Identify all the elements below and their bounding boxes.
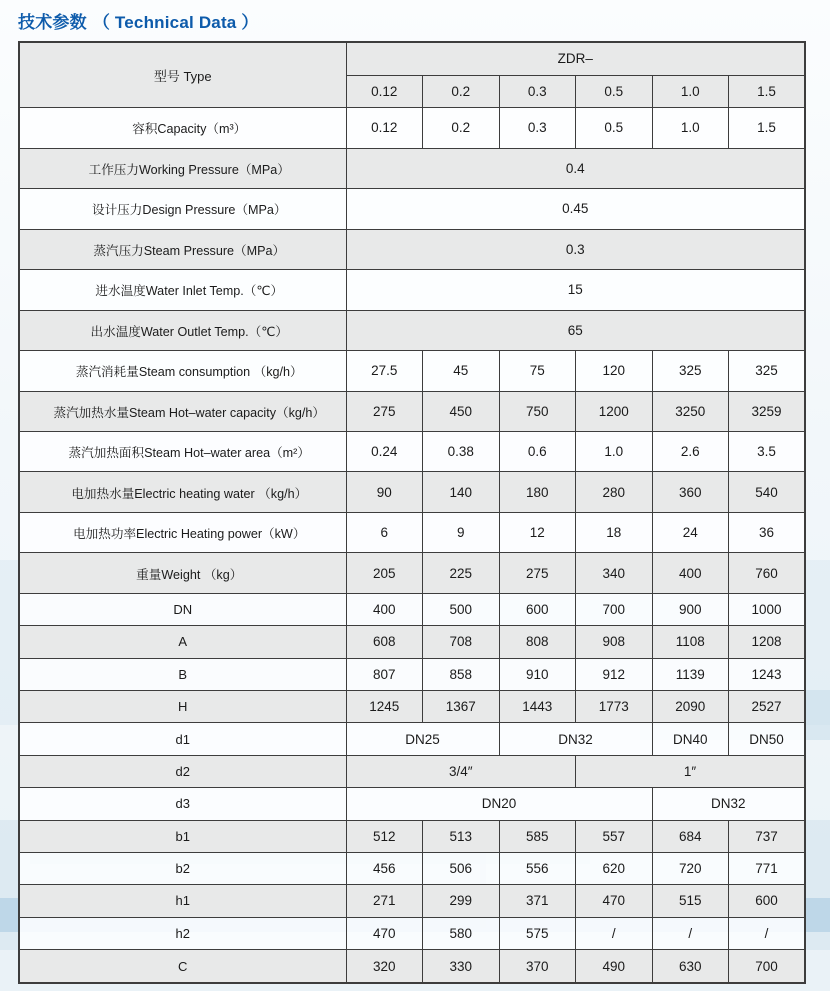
value-cell: 27.5 — [346, 351, 423, 391]
value-cell-span: DN20 — [346, 788, 652, 820]
value-cell: 450 — [423, 391, 500, 431]
value-cell: 1139 — [652, 658, 729, 690]
series-label-cell: ZDR– — [346, 42, 805, 75]
value-cell-span: DN25 — [346, 723, 499, 755]
value-cell: 400 — [346, 593, 423, 625]
value-cell: 556 — [499, 852, 576, 884]
value-cell: 557 — [576, 820, 653, 852]
value-cell-span: 0.3 — [346, 229, 805, 269]
value-cell: 0.24 — [346, 432, 423, 472]
row-label-cell: b2 — [19, 852, 346, 884]
value-cell: 0.5 — [576, 108, 653, 148]
value-cell: 470 — [346, 917, 423, 949]
model-header-cell: 0.3 — [499, 75, 576, 107]
value-cell: 340 — [576, 553, 653, 593]
value-cell: 490 — [576, 950, 653, 984]
value-cell: 1000 — [729, 593, 806, 625]
value-cell: 371 — [499, 885, 576, 917]
value-cell: 506 — [423, 852, 500, 884]
value-cell: 575 — [499, 917, 576, 949]
value-cell: 1.0 — [576, 432, 653, 472]
value-cell: 1200 — [576, 391, 653, 431]
value-cell: 360 — [652, 472, 729, 512]
table-row — [19, 148, 805, 188]
value-cell: 1443 — [499, 691, 576, 723]
row-label-cell: A — [19, 626, 346, 658]
value-cell: 700 — [576, 593, 653, 625]
value-cell-span: 1″ — [576, 755, 806, 787]
value-cell: 205 — [346, 553, 423, 593]
value-cell: 45 — [423, 351, 500, 391]
value-cell: 912 — [576, 658, 653, 690]
table-row — [19, 351, 805, 391]
value-cell: 580 — [423, 917, 500, 949]
value-cell: 140 — [423, 472, 500, 512]
technical-data-table — [18, 41, 806, 984]
value-cell-span: DN40 — [652, 723, 729, 755]
value-cell: 708 — [423, 626, 500, 658]
value-cell: 330 — [423, 950, 500, 984]
value-cell: 225 — [423, 553, 500, 593]
value-cell: 325 — [729, 351, 806, 391]
table-row — [19, 626, 805, 658]
value-cell: 1243 — [729, 658, 806, 690]
row-label-cell: 工作压力Working Pressure（MPa） — [19, 148, 346, 188]
value-cell: 36 — [729, 512, 806, 552]
table-row — [19, 512, 805, 552]
value-cell: 320 — [346, 950, 423, 984]
value-cell: 900 — [652, 593, 729, 625]
row-label-cell: 重量Weight （kg） — [19, 553, 346, 593]
value-cell: 470 — [576, 885, 653, 917]
table-row — [19, 391, 805, 431]
row-label-cell: h1 — [19, 885, 346, 917]
value-cell: 275 — [346, 391, 423, 431]
value-cell-span: DN50 — [729, 723, 806, 755]
row-label-cell: 蒸汽压力Steam Pressure（MPa） — [19, 229, 346, 269]
value-cell: 3.5 — [729, 432, 806, 472]
row-label-cell: 蒸汽加热水量Steam Hot–water capacity（kg/h） — [19, 391, 346, 431]
table-row — [19, 885, 805, 917]
value-cell: 1367 — [423, 691, 500, 723]
value-cell: 1208 — [729, 626, 806, 658]
value-cell: 808 — [499, 626, 576, 658]
table-row — [19, 950, 805, 984]
table-row — [19, 432, 805, 472]
row-label-cell: h2 — [19, 917, 346, 949]
value-cell: 750 — [499, 391, 576, 431]
row-label-cell: b1 — [19, 820, 346, 852]
value-cell: 9 — [423, 512, 500, 552]
value-cell: 325 — [652, 351, 729, 391]
value-cell: 0.12 — [346, 108, 423, 148]
value-cell: 180 — [499, 472, 576, 512]
table-row — [19, 472, 805, 512]
row-label-cell: 容积Capacity（m³） — [19, 108, 346, 148]
model-header-cell: 1.5 — [729, 75, 806, 107]
value-cell: 2090 — [652, 691, 729, 723]
value-cell: 620 — [576, 852, 653, 884]
value-cell: 908 — [576, 626, 653, 658]
value-cell-span: DN32 — [499, 723, 652, 755]
technical-data-table-wrap — [18, 41, 806, 984]
table-row — [19, 310, 805, 350]
page-title — [18, 8, 259, 33]
value-cell-span: 3/4″ — [346, 755, 576, 787]
value-cell: 608 — [346, 626, 423, 658]
value-cell: 737 — [729, 820, 806, 852]
table-row — [19, 788, 805, 820]
table-row — [19, 723, 805, 755]
value-cell: 807 — [346, 658, 423, 690]
row-label-cell: H — [19, 691, 346, 723]
row-label-cell: B — [19, 658, 346, 690]
value-cell: 1773 — [576, 691, 653, 723]
row-label-cell: d1 — [19, 723, 346, 755]
table-row — [19, 189, 805, 229]
value-cell: 600 — [729, 885, 806, 917]
value-cell: 0.6 — [499, 432, 576, 472]
value-cell: 0.3 — [499, 108, 576, 148]
technical-data-table-body — [19, 42, 805, 983]
value-cell: / — [576, 917, 653, 949]
table-row — [19, 270, 805, 310]
model-header-cell: 1.0 — [652, 75, 729, 107]
value-cell-span: DN32 — [652, 788, 805, 820]
page-title-chinese: 技术参数 — [18, 13, 87, 32]
row-label-cell: C — [19, 950, 346, 984]
value-cell: 400 — [652, 553, 729, 593]
value-cell: 684 — [652, 820, 729, 852]
value-cell: 630 — [652, 950, 729, 984]
page-title-english: （ Technical Data ） — [92, 13, 259, 32]
row-label-cell: 出水温度Water Outlet Temp.（℃） — [19, 310, 346, 350]
value-cell: 513 — [423, 820, 500, 852]
value-cell: 1.0 — [652, 108, 729, 148]
value-cell: 2527 — [729, 691, 806, 723]
table-row — [19, 691, 805, 723]
value-cell: 6 — [346, 512, 423, 552]
value-cell: 512 — [346, 820, 423, 852]
value-cell: 75 — [499, 351, 576, 391]
model-header-cell: 0.5 — [576, 75, 653, 107]
table-row — [19, 820, 805, 852]
table-row — [19, 553, 805, 593]
value-cell: 2.6 — [652, 432, 729, 472]
value-cell: 700 — [729, 950, 806, 984]
value-cell: 1108 — [652, 626, 729, 658]
value-cell: 120 — [576, 351, 653, 391]
value-cell-span: 0.4 — [346, 148, 805, 188]
value-cell: 0.2 — [423, 108, 500, 148]
table-row — [19, 593, 805, 625]
value-cell: 275 — [499, 553, 576, 593]
row-label-cell: 蒸汽加热面积Steam Hot–water area（m²） — [19, 432, 346, 472]
value-cell: 500 — [423, 593, 500, 625]
value-cell: 370 — [499, 950, 576, 984]
value-cell: / — [729, 917, 806, 949]
table-row — [19, 917, 805, 949]
model-header-cell: 0.12 — [346, 75, 423, 107]
value-cell: 18 — [576, 512, 653, 552]
value-cell: 3259 — [729, 391, 806, 431]
value-cell: 1245 — [346, 691, 423, 723]
value-cell: 12 — [499, 512, 576, 552]
value-cell: 280 — [576, 472, 653, 512]
model-header-cell: 0.2 — [423, 75, 500, 107]
value-cell: 910 — [499, 658, 576, 690]
table-row — [19, 852, 805, 884]
row-label-cell: d2 — [19, 755, 346, 787]
row-label-cell: 进水温度Water Inlet Temp.（℃） — [19, 270, 346, 310]
value-cell: 858 — [423, 658, 500, 690]
value-cell: 585 — [499, 820, 576, 852]
value-cell: 456 — [346, 852, 423, 884]
value-cell: 600 — [499, 593, 576, 625]
value-cell: 1.5 — [729, 108, 806, 148]
value-cell: 0.38 — [423, 432, 500, 472]
value-cell: 90 — [346, 472, 423, 512]
table-row — [19, 755, 805, 787]
row-label-cell: DN — [19, 593, 346, 625]
row-label-cell: 蒸汽消耗量Steam consumption （kg/h） — [19, 351, 346, 391]
header-row-series — [19, 42, 805, 75]
row-label-cell: 电加热功率Electric Heating power（kW） — [19, 512, 346, 552]
value-cell: 3250 — [652, 391, 729, 431]
table-row — [19, 108, 805, 148]
value-cell: 760 — [729, 553, 806, 593]
value-cell: 540 — [729, 472, 806, 512]
value-cell-span: 0.45 — [346, 189, 805, 229]
type-label-cell: 型号 Type — [19, 42, 346, 108]
row-label-cell: 电加热水量Electric heating water （kg/h） — [19, 472, 346, 512]
value-cell-span: 65 — [346, 310, 805, 350]
table-row — [19, 658, 805, 690]
row-label-cell: d3 — [19, 788, 346, 820]
value-cell-span: 15 — [346, 270, 805, 310]
table-row — [19, 229, 805, 269]
value-cell: 515 — [652, 885, 729, 917]
row-label-cell: 设计压力Design Pressure（MPa） — [19, 189, 346, 229]
value-cell: 271 — [346, 885, 423, 917]
value-cell: 720 — [652, 852, 729, 884]
value-cell: 24 — [652, 512, 729, 552]
value-cell: / — [652, 917, 729, 949]
value-cell: 771 — [729, 852, 806, 884]
value-cell: 299 — [423, 885, 500, 917]
